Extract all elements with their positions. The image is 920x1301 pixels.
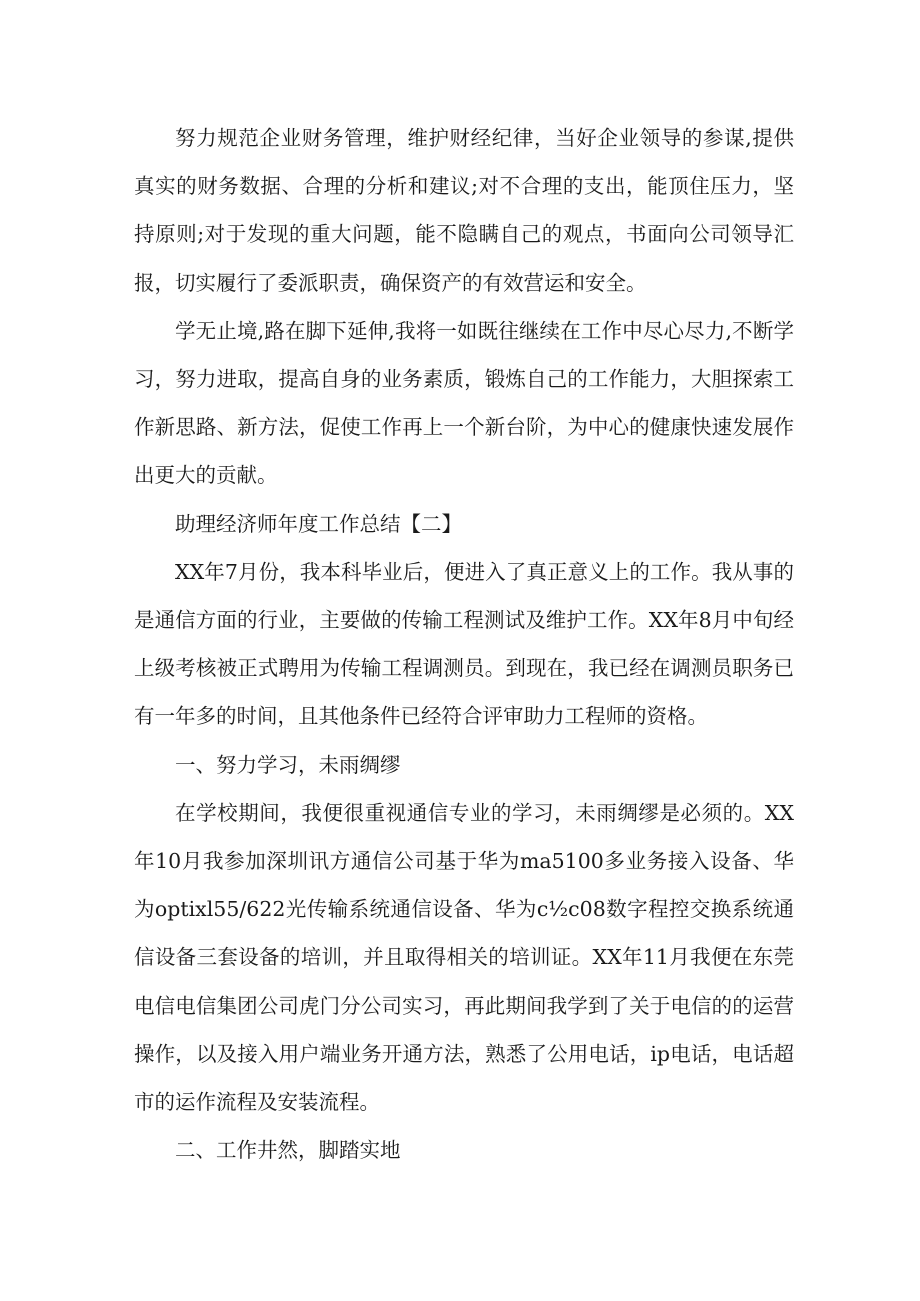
paragraph-graduation-work: XX年7月份，我本科毕业后，便进入了真正意义上的工作。我从事的是通信方面的行业，主要做的传输工程测试及维护工作。XX年8月中旬经上级考核被正式聘用为传输工程调测员。到现在，我已经在调测员职务已有一年多的时间，且其他条件已经符合评审助力工程师的资格。 [134,559,794,729]
paragraph-school-training: 在学校期间，我便很重视通信专业的学习，未雨绸缪是必须的。XX年10月我参加深圳讯方通信公司基于华为ma5100多业务接入设备、华为optixl55/622光传输系统通信设备、华为c½c08数字程控交换系统通信设备三套设备的培训，并且取得相关的培训证。XX年11月我便在东莞电信电信集团公司虎门分公司实习，再此期间我学到了关于电信的的运营操作，以及接入用户端业务开通方法，熟悉了公用电话，ip电话，电话超市的运作流程及安装流程。 [134,800,794,1115]
heading-study-hard: 一、努力学习，未雨绸缪 [175,752,401,777]
paragraph-financial-management: 努力规范企业财务管理，维护财经纪律，当好企业领导的参谋,提供真实的财务数据、合理的分析和建议;对不合理的支出，能顶住压力，坚持原则;对于发现的重大问题，能不隐瞒自己的观点，书面向公司领导汇报，切实履行了委派职责，确保资产的有效营运和安全。 [134,126,794,295]
paragraph-continuous-learning: 学无止境,路在脚下延伸,我将一如既往继续在工作中尽心尽力,不断学习，努力进取，提高自身的业务素质，锻炼自己的工作能力，大胆探索工作新思路、新方法，促使工作再上一个新台阶，为中心的健康快速发展作出更大的贡献。 [134,318,794,488]
heading-orderly-work: 二、工作井然，脚踏实地 [175,1138,401,1163]
document-body [134,114,794,1174]
section-title-summary-two: 助理经济师年度工作总结【二】 [175,511,462,536]
